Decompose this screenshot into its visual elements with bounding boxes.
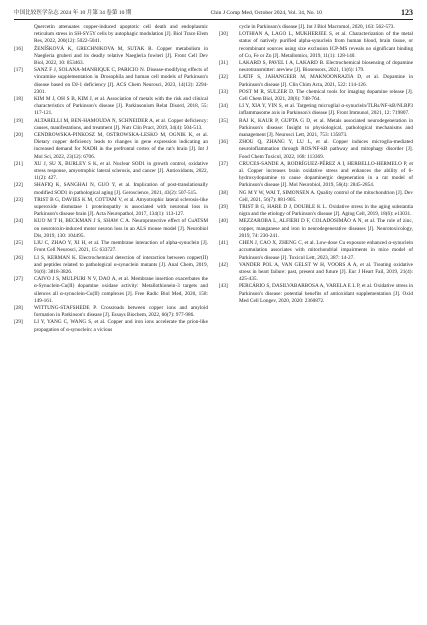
reference-entry bbox=[219, 89, 413, 103]
reference-text: CENDROWSKA-PINKOSZ M, OSTROWSKA-LESKO M, OGNIK K, et al. Dietary copper deficiency leads to changes in gene expression indicating an increased demand for NADH in the prefrontal cortex of the rat's brain [J]. Int J Mol Sci, 2022, 23(12): 6706. bbox=[34, 132, 208, 160]
reference-entry bbox=[14, 305, 208, 319]
reference-text: XU J, SU X, BURLEY S K, et al. Nuclear SOD1 in growth control, oxidative stress response, amyotrophic lateral sclerosis, and cancer [J]. Antioxidants, 2022, 11(2): 427. bbox=[34, 160, 208, 182]
reference-number: [32] bbox=[219, 74, 228, 81]
reference-entry bbox=[14, 46, 208, 68]
reference-number: [18] bbox=[14, 96, 23, 103]
reference-text: VANDER POL A, VAN GELST W H, VOORS A A, et al. Treating oxidative stress in heart failure: past, present and future [J]. Eur J Heart Fail, 2019, 21(4): 425-435. bbox=[239, 261, 413, 283]
right-column bbox=[219, 24, 413, 334]
reference-number: [19] bbox=[14, 117, 23, 124]
reference-text: WITTUNG-STAFSHEDE P. Crossroads between copper ions and amyloid formation in Parkinson's disease [J]. Essays Biochem, 2022, 66(7): 977-986. bbox=[34, 304, 208, 319]
reference-entry bbox=[219, 204, 413, 218]
reference-entry bbox=[14, 96, 208, 118]
reference-number: [43] bbox=[219, 283, 228, 290]
reference-entry bbox=[219, 161, 413, 190]
reference-entry bbox=[219, 218, 413, 240]
reference-text: KIM M J, OH S B, KIM J, et al. Association of metals with the risk and clinical characteristics of Parkinson's disease [J]. Parkinsonism Relat Disord, 2018, 55: 117-121. bbox=[34, 96, 208, 117]
reference-number: [24] bbox=[14, 218, 23, 225]
reference-text: CAIVO J S, MULPURI N V, DAO A, et al. Membrane insertion exacerbates the α-Synuclein-Cu(II) dopamine oxidase activity: Metallothionein-3 targets and silences all α-synuclein-Cu(II) complexes [J]. Free Radic Biol Med, 2020, 158: 149-161. bbox=[34, 276, 208, 304]
page-number: 123 bbox=[401, 8, 413, 17]
reference-text: LOTHIAN A, LAGO L, MUKHERJEE S, et al. Characterization of the metal status of natively purified alpha-synuclein from human blood, brain tissue, or recombinant sources using size exclusion ICP-MS reveals no significant binding of Cu, Fe or Zn [J]. Metallomics, 2019, 11(1): 128-140. bbox=[239, 31, 413, 59]
journal-title-en: Chin J Comp Med, October 2024, Vol. 34, No. 10 bbox=[210, 10, 322, 16]
reference-entry bbox=[219, 283, 413, 305]
reference-text: SANZ F J, SOLANA-MANRIQUE C, PARICIO N. Disease-modifying effects of vincamine supplementation in Drosophila and human cell models of Parkinson's disease based on DJ-1 deficiency [J]. ACS Chem Neurosci, 2023, 14(12): 2294-2301. bbox=[34, 67, 208, 95]
reference-number: [30] bbox=[219, 31, 228, 38]
reference-text: CRUCES-SANDE A, RODRÍGUEZ-PÉREZ A I, HERBELLO-HERMELO P, et al. Copper increases brain oxidative stress and enhances the ability of 6-hydroxydopamine to cause dopaminergic degeneration in a rat model of Parkinson's disease [J]. Mol Neurobiol, 2019, 56(4): 2845-2854. bbox=[239, 160, 413, 189]
reference-number: [25] bbox=[14, 240, 23, 247]
reference-number: [34] bbox=[219, 103, 228, 110]
reference-entry bbox=[219, 103, 413, 117]
reference-number: [39] bbox=[219, 204, 228, 211]
reference-number: [38] bbox=[219, 189, 228, 196]
reference-continuation: Quercetin attenuates copper-induced apoptotic cell death and endoplasmic reticulum stress in SH-SY5Y cells by autophagic modulation [J]. Biol Trace Elem Res, 2022, 200(12): 5022-5041. bbox=[34, 24, 208, 45]
reference-entry bbox=[14, 182, 208, 196]
reference-entry bbox=[219, 74, 413, 88]
left-column bbox=[14, 24, 208, 334]
reference-text: TRIST B G, DAVIES K M, COTTAM V, et al. Amyotrophic lateral sclerosis-like superoxide dismutase 1 proteinopathy is associated with neuronal loss in Parkinson's disease brain [J]. Acta Neuropathol, 2017, 134(1): 113-127. bbox=[34, 196, 208, 218]
reference-entry bbox=[219, 240, 413, 262]
reference-entry bbox=[219, 60, 413, 74]
reference-entry bbox=[14, 240, 208, 254]
reference-entry bbox=[14, 255, 208, 277]
reference-number: [21] bbox=[14, 160, 23, 167]
reference-entry bbox=[14, 276, 208, 305]
reference-entry bbox=[14, 118, 208, 132]
reference-text: RAJ K, KAUR P, GUPTA G D, et al. Metals associated neurodegeneration in Parkinson's disease: Insight to physiological, pathological mechanisms and management [J]. Neurosci Lett, 2021, 753: 135873. bbox=[239, 117, 413, 139]
reference-number: [23] bbox=[14, 196, 23, 203]
reference-text: ZHOU Q, ZHANG Y, LU L, et al. Copper induces microglia-mediated neuroinflammation through ROS/NF-kB pathway and mitophagy disorder [J]. Food Chem Toxicol, 2022, 168: 113369. bbox=[239, 139, 413, 160]
reference-text: POST M R, SULZER D. The chemical tools for imaging dopamine release [J]. Cell Chem Biol, 2021, 28(6): 748-764. bbox=[239, 88, 413, 103]
reference-number: [20] bbox=[14, 132, 23, 139]
reference-entry bbox=[14, 161, 208, 183]
reference-columns bbox=[14, 24, 413, 334]
reference-number: [31] bbox=[219, 60, 228, 67]
reference-text: NG M Y W, WAI T, SIMONSEN A. Quality control of the mitochondrion [J]. Dev Cell, 2021, 56(7): 881-905. bbox=[239, 189, 413, 203]
reference-entry bbox=[14, 197, 208, 219]
reference-number: [33] bbox=[219, 88, 228, 95]
reference-number: [16] bbox=[14, 45, 23, 52]
reference-text: TRIST B G, HARE D J, DOUBLE K L. Oxidative stress in the aging substantia nigra and the etiology of Parkinson's disease [J]. Aging Cell, 2019, 18(6): e13031. bbox=[239, 204, 413, 218]
reference-number: [37] bbox=[219, 160, 228, 167]
reference-text: CHEN J, CAO X, ZHENG C, et al. Low-dose Cu exposure enhanced α-synuclein accumulation associates with mitochondrial impairments in mice model of Parkinson's disease [J]. Toxicol Lett, 2023, 387: 14-27. bbox=[239, 240, 413, 261]
reference-text: LI S, KERMAN K. Electrochemical detection of interaction between copper(II) and peptides related to pathological α-synuclein mutants [J]. Anal Chem, 2019, 91(6): 3818-3826. bbox=[34, 254, 208, 275]
reference-text: KUO M T H, BECKMAN J S, SHAW C A. Neuroprotective effect of CuATSM on neurotoxin-induced motor neuron loss in an ALS mouse model [J]. Neurobiol Dis, 2019, 130: 104495. bbox=[34, 218, 208, 239]
reference-number: [17] bbox=[14, 67, 23, 74]
reference-text: LAKARD S, PAVEL I A, LAKARD B. Electrochemical biosensing of dopamine neurotransmitter: areview [J]. Biosensors, 2021, 11(6): 179. bbox=[239, 60, 413, 74]
reference-text: MEZZAROBA L, ALFIERI D F, COLADOSIMÃO A N, et al. The role of zinc, copper, manganese and iron in neurodegenerative diseases [J]. Neurotoxicology, 2019, 74: 230-241. bbox=[239, 218, 413, 239]
reference-entry bbox=[14, 218, 208, 240]
running-header bbox=[14, 8, 413, 20]
reference-number: [35] bbox=[219, 117, 228, 124]
reference-number: [22] bbox=[14, 182, 23, 189]
reference-number: [28] bbox=[14, 304, 23, 311]
reference-text: PERCÁRIO S, DASILVABARBOSA A, VARELA E L P, et al. Oxidative stress in Parkinson's disease: potential benefits of antioxidant supplementation [J]. Oxid Med Cell Longev, 2020, 2020: 2360872. bbox=[239, 283, 413, 304]
reference-text: SHAFIQ K, SANGHAI N, GUO Y, et al. Implication of post-translationally modified SOD1 in pathological aging [J]. Geroscience, 2021, 43(2): 507-515. bbox=[34, 182, 208, 196]
reference-text: ALTARELLI M, BEN-HAMOUDA N, SCHNEIDER A, et al. Copper deficiency: causes, manifestations, and treatment [J]. Nutr Clin Pract, 2019, 34(4): 504-513. bbox=[34, 117, 208, 131]
reference-entry bbox=[14, 132, 208, 161]
reference-entry bbox=[14, 319, 208, 333]
reference-continuation: cycle in Parkinson's disease [J]. Int J Biol Macromol, 2020, 163: 562-573. bbox=[239, 24, 395, 30]
reference-number: [42] bbox=[219, 261, 228, 268]
reference-number: [40] bbox=[219, 218, 228, 225]
journal-title-cn: 中国比较医学杂志 2024 年 10 月第 34 卷第 10 期 bbox=[14, 10, 132, 16]
reference-entry bbox=[219, 31, 413, 60]
reference-text: ŽENÍŠKOVÁ K, GRECHNIKOVA M, SUTAK R. Copper metabolism in Naegleria gruberi and its deadly relative Naegleria fowleri [J]. Front Cell Dev Biol, 2022, 10: 853463. bbox=[34, 45, 208, 67]
reference-number: [36] bbox=[219, 139, 228, 146]
reference-entry bbox=[14, 67, 208, 96]
reference-number: [41] bbox=[219, 240, 228, 247]
reference-entry bbox=[219, 190, 413, 204]
reference-text: LI Y, YANG C, WANG S, et al. Copper and iron ions accelerate the prion-like propagation of α-synuclein: a vicious bbox=[34, 319, 208, 333]
reference-number: [29] bbox=[14, 319, 23, 326]
reference-text: LATIF S, JAHANGEER M, MAKNOONRAZIA D, et al. Dopamine in Parkinson's disease [J]. Clin Chim Acta, 2021, 522: 114-126. bbox=[239, 74, 413, 88]
reference-entry bbox=[219, 118, 413, 140]
reference-number: [26] bbox=[14, 254, 23, 261]
reference-number: [27] bbox=[14, 276, 23, 283]
reference-entry bbox=[219, 139, 413, 161]
reference-entry bbox=[219, 262, 413, 284]
reference-text: LI Y, XIA Y, YIN S, et al. Targeting microglial α-synuclein/TLRs/NF-kB/NLRP3 inflammasome axis in Parkinson's disease [J]. Front Immunol, 2021, 12: 719807. bbox=[239, 103, 413, 117]
reference-text: LIU C, ZHAO Y, XI H, et al. The membrane interaction of alpha-synuclein [J]. Front Cell Neurosci, 2021, 15: 633727. bbox=[34, 240, 208, 254]
